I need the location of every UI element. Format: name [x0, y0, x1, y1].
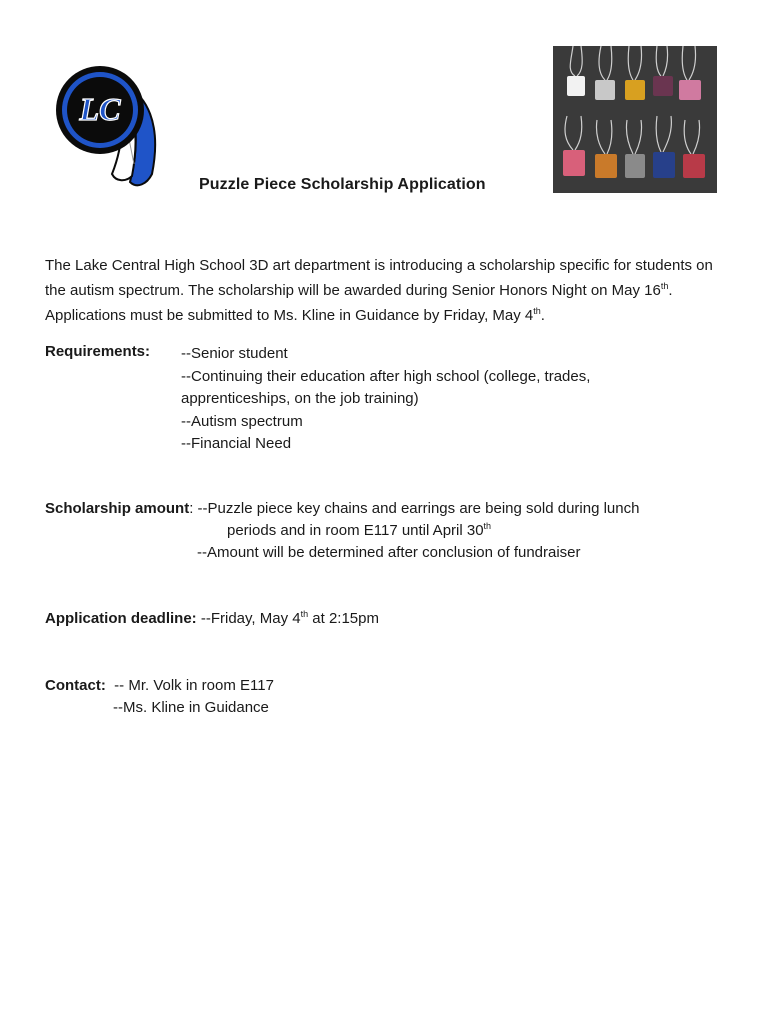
scholarship-amount-line-3: --Amount will be determined after conclusion of fundraiser — [197, 544, 581, 561]
deadline-label: Application deadline: — [45, 610, 197, 627]
school-logo — [52, 64, 172, 194]
requirements-label: Requirements: — [45, 343, 151, 360]
logo-lettering: LC — [79, 91, 121, 127]
deadline-sup: th — [300, 609, 309, 619]
intro-text-2: . Applications must be submitted to Ms. Kline in Guidance by Friday, May 4 — [45, 282, 673, 324]
scholarship-amount-line-1 — [45, 498, 639, 520]
requirement-item: --Senior student — [181, 345, 288, 362]
document-title: Puzzle Piece Scholarship Application — [199, 176, 486, 193]
contact-line-1 — [45, 675, 274, 697]
intro-text-3: . — [540, 307, 545, 324]
scholarship-amount-sup: th — [483, 521, 492, 531]
contact-text-1: -- Mr. Volk in room E117 — [105, 677, 274, 694]
deadline-text-1: --Friday, May 4 — [196, 610, 301, 627]
intro-sup-2: th — [533, 306, 541, 316]
intro-sup-1: th — [660, 281, 669, 291]
intro-paragraph — [45, 253, 735, 328]
requirement-item: --Financial Need — [181, 435, 292, 452]
contact-label: Contact: — [45, 677, 106, 694]
requirement-item: --Autism spectrum — [181, 412, 303, 430]
scholarship-amount-text-1: : --Puzzle piece key chains and earrings are being sold during lunch — [189, 500, 640, 517]
scholarship-amount-line-2 — [227, 520, 491, 542]
requirement-item: --Continuing their education after high school (college, trades, apprenticeships, on the job training) — [181, 367, 591, 407]
keychain-photo — [553, 46, 717, 193]
intro-text-1: The Lake Central High School 3D art department is introducing a scholarship specific for students on the autism spectrum. The scholarship will be awarded during Senior Honors Night on May 16 — [45, 257, 713, 299]
scholarship-amount-label: Scholarship amount — [45, 500, 190, 517]
application-deadline — [45, 608, 379, 630]
contact-line-2: --Ms. Kline in Guidance — [113, 699, 269, 716]
requirements-list — [181, 343, 661, 456]
scholarship-amount-text-2: periods and in room E117 until April 30 — [227, 522, 484, 539]
deadline-text-2: at 2:15pm — [308, 610, 379, 627]
